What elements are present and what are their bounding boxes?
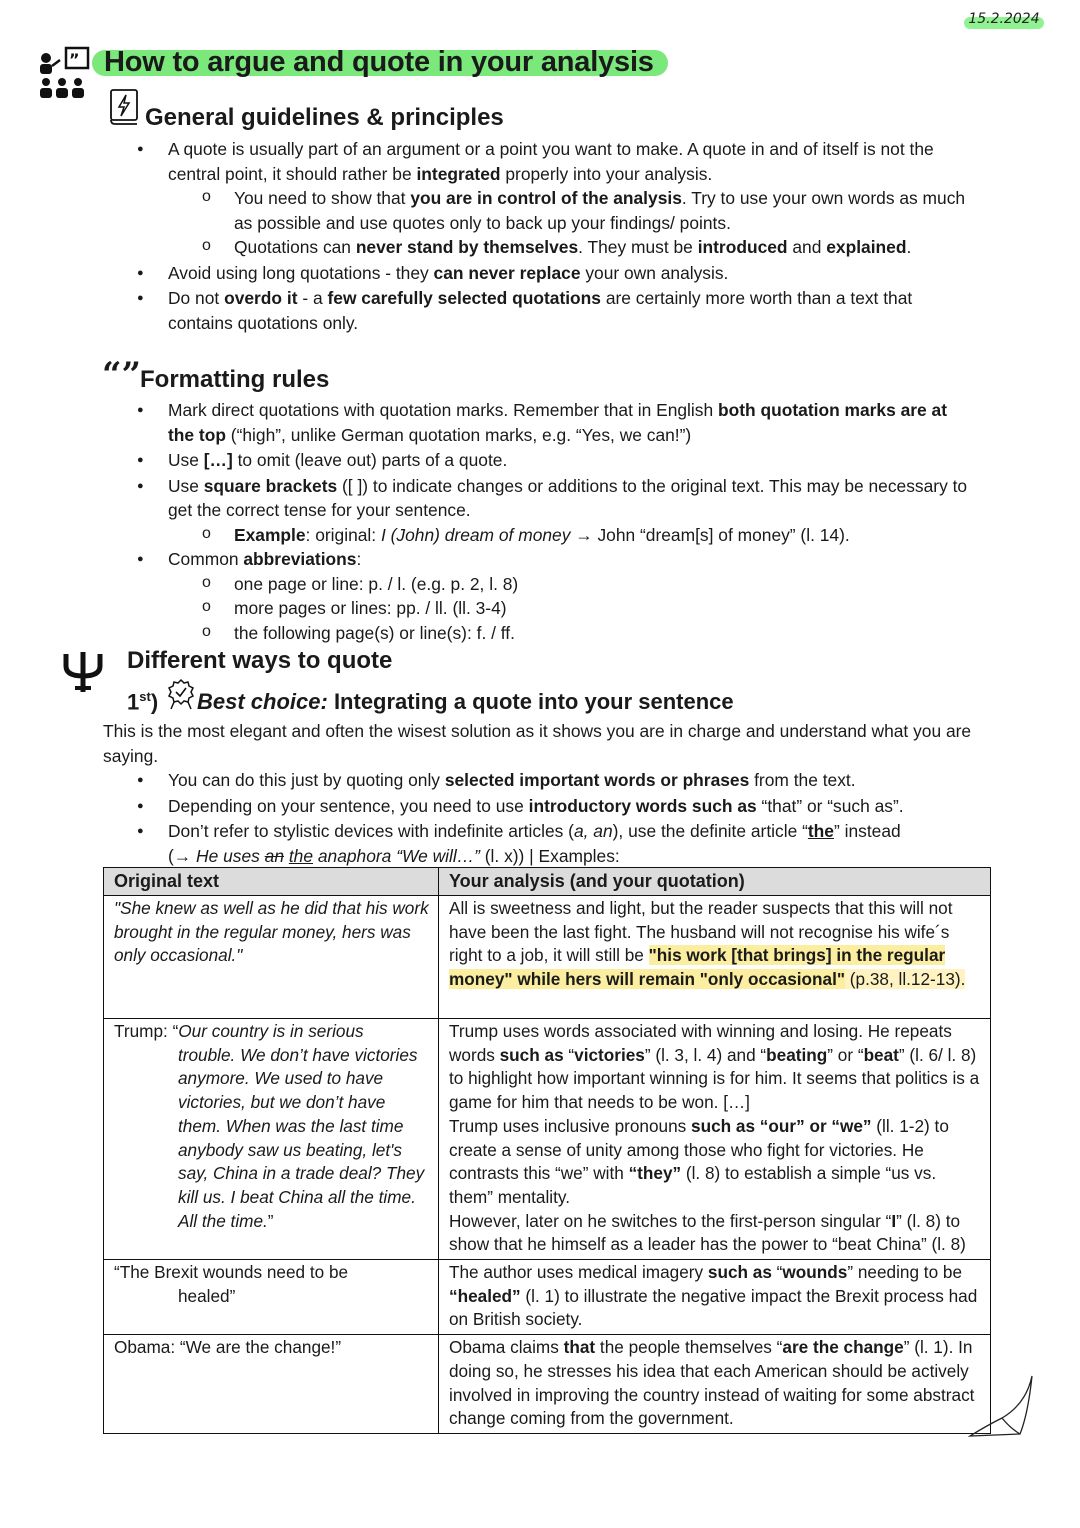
formatting-heading: Formatting rules [140, 366, 330, 393]
list-item: ● Avoid using long quotations - they can never replace your own analysis. [168, 261, 968, 286]
guidelines-heading: General guidelines & principles [145, 104, 504, 131]
table-header-analysis: Your analysis (and your quotation) [439, 868, 991, 896]
table-cell-original: "She knew as well as he did that his work brought in the regular money, hers was only occasional." [104, 896, 439, 1019]
table-cell-analysis: The author uses medical imagery such as “wounds” needing to be “healed” (l. 1) to illustrate the negative impact the Brexit process had on British society. [439, 1260, 991, 1335]
examples-table [103, 867, 991, 1434]
list-item: ● Common abbreviations: [168, 547, 968, 572]
svg-text:”: ” [69, 50, 80, 69]
page-curl-icon [966, 1374, 1038, 1444]
list-item: ● Don’t refer to stylistic devices with indefinite articles (a, an), use the definite article “the” instead [168, 819, 978, 844]
list-item: o Example: original: I (John) dream of money → John “dream[s] of money” (l. 14). [234, 523, 968, 548]
page-title: How to argue and quote in your analysis [104, 46, 654, 78]
list-item: ● Use […] to omit (leave out) parts of a quote. [168, 448, 968, 473]
list-item: ● A quote is usually part of an argument or a point you want to make. A quote in and of itself is not the central point, it should rather be integrated properly into your analysis. [168, 137, 968, 186]
formatting-list [168, 398, 968, 645]
list-item: o You need to show that you are in control of the analysis. Try to use your own words as much as possible and use quotes only to back up your findings/ points. [234, 186, 968, 235]
table-cell-original: Obama: “We are the change!” [104, 1335, 439, 1434]
list-item: o more pages or lines: pp. / ll. (ll. 3-4) [234, 596, 968, 621]
list-item: o one page or line: p. / l. (e.g. p. 2, l. 8) [234, 572, 968, 597]
ways-intro: This is the most elegant and often the wisest solution as it shows you are in charge and understand what you are saying. [103, 721, 972, 766]
examples-table-wrap [103, 867, 991, 1434]
table-row [104, 1260, 991, 1335]
table-cell-analysis: All is sweetness and light, but the reader suspects that this will not have been the last fight. The husband will not recognise his wife´s right to a job, it will still be "his work [that brings] in the regular money" while hers will remain "only occasional" (p.38, ll.12-13). [439, 896, 991, 1019]
list-item: ● Do not overdo it - a few carefully selected quotations are certainly more worth than a text that contains quotations only. [168, 286, 968, 335]
date-note: 15.2.2024 [966, 8, 1042, 30]
list-item: o the following page(s) or line(s): f. / ff. [234, 621, 968, 646]
table-row [104, 896, 991, 1019]
table-cell-analysis: Trump uses words associated with winning and losing. He repeats words such as “victories” (l. 3, l. 4) and “beating” or “beat” (l. 6/ l. 8) to highlight how important winning is for him. It seems that politics is a game for him that needs to be won. […] Trump uses inclusive pronouns such as “our” or “we” (ll. 1-2) to create a sense of unity among those who fight for victories. He contrasts this “we” with “they” (l. 8) to establish a simple “us vs. them” mentality. However, later on he switches to the first-person singular “I” (l. 8) to show that he himself as a leader has the power to “beat China” (l. 8) [439, 1019, 991, 1260]
ways-list [168, 768, 978, 868]
table-row [104, 1335, 991, 1434]
list-item: ● You can do this just by quoting only selected important words or phrases from the text. [168, 768, 978, 793]
best-choice-title: Best choice: Integrating a quote into your sentence [197, 689, 734, 714]
best-choice-heading: 1st) [127, 689, 159, 715]
table-row [104, 1019, 991, 1260]
list-item: o Quotations can never stand by themselves. They must be introduced and explained. [234, 235, 968, 260]
list-item: ● Use square brackets ([ ]) to indicate changes or additions to the original text. This may be necessary to get the correct tense for your sentence. [168, 474, 968, 523]
list-item-continuation: (→ He uses an the anaphora “We will…” (l. x)) | Examples: [168, 845, 620, 866]
ways-heading: Different ways to quote [127, 647, 393, 674]
trident-icon [62, 650, 104, 696]
table-header-original: Original text [104, 868, 439, 896]
teacher-class-icon [38, 46, 92, 102]
table-cell-analysis: Obama claims that the people themselves “are the change” (l. 1). In doing so, he stresses his idea that each American should be actively involved in improving the country instead of waiting for some abstract change coming from the government. [439, 1335, 991, 1434]
book-lightning-icon [108, 88, 140, 126]
list-item: ● Mark direct quotations with quotation marks. Remember that in English both quotation marks are at the top (“high”, unlike German quotation marks, e.g. “Yes, we can!”) [168, 398, 968, 447]
badge-check-icon [166, 678, 196, 710]
table-cell-original: “The Brexit wounds need to be healed” [104, 1260, 439, 1335]
table-cell-original: Trump: “Our country is in serious trouble. We don’t have victories anymore. We used to have victories, but we don’t have them. When was the last time anybody saw us beating, let's say, China in a trade deal? They kill us. I beat China all the time. All the time.” [104, 1019, 439, 1260]
list-item: ● Depending on your sentence, you need to use introductory words such as “that” or “such as”. [168, 794, 978, 819]
guidelines-list [168, 137, 968, 335]
quote-marks-icon: “” [102, 355, 142, 395]
